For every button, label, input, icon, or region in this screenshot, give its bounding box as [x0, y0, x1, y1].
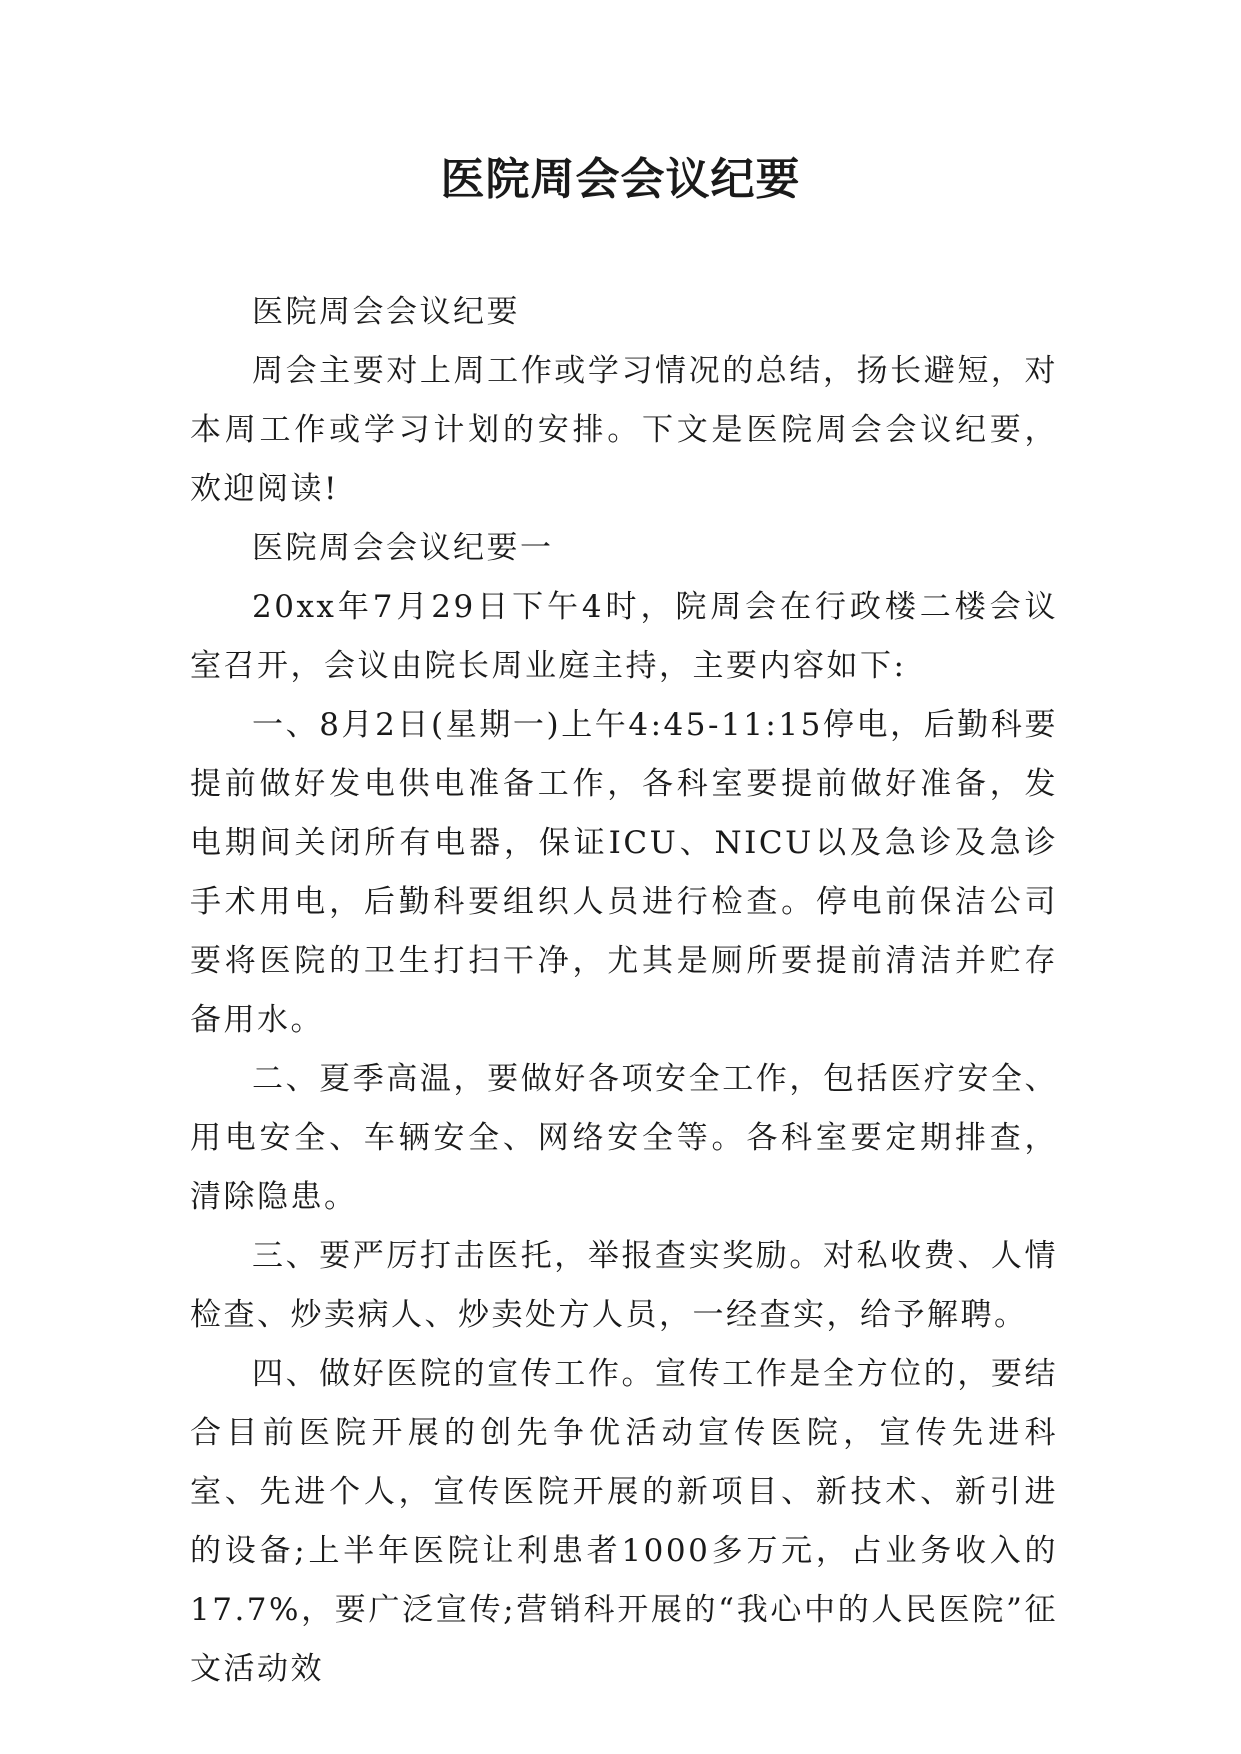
paragraph-item-1: 一、8月2日(星期一)上午4:45-11:15停电，后勤科要提前做好发电供电准备工作，各科室要提前做好准备，发电期间关闭所有电器，保证ICU、NICU以及急诊及急诊手术用电，后勤科要组织人员进行检查。停电前保洁公司要将医院的卫生打扫干净，尤其是厕所要提前清洁并贮存备用水。: [190, 707, 1058, 1038]
document-body: [190, 283, 1058, 1699]
paragraph-item-4: 四、做好医院的宣传工作。宣传工作是全方位的，要结合目前医院开展的创先争优活动宣传医院，宣传先进科室、先进个人，宣传医院开展的新项目、新技术、新引进的设备;上半年医院让利患者1000多万元，占业务收入的17.7%，要广泛宣传;营销科开展的“我心中的人民医院”征文活动效: [190, 1356, 1058, 1687]
paragraph-subtitle: 医院周会会议纪要: [252, 294, 520, 330]
paragraph-meeting-info: 20xx年7月29日下午4时，院周会在行政楼二楼会议室召开，会议由院长周业庭主持，主要内容如下:: [190, 589, 1058, 684]
document-title: 医院周会会议纪要: [440, 154, 801, 205]
paragraph-intro: 周会主要对上周工作或学习情况的总结，扬长避短，对本周工作或学习计划的安排。下文是医院周会会议纪要，欢迎阅读!: [190, 353, 1058, 507]
paragraph-section-heading: 医院周会会议纪要一: [252, 530, 554, 566]
paragraph-item-3: 三、要严厉打击医托，举报查实奖励。对私收费、人情检查、炒卖病人、炒卖处方人员，一经查实，给予解聘。: [190, 1238, 1058, 1333]
paragraph-item-2: 二、夏季高温，要做好各项安全工作，包括医疗安全、用电安全、车辆安全、网络安全等。各科室要定期排查，清除隐患。: [190, 1061, 1058, 1215]
